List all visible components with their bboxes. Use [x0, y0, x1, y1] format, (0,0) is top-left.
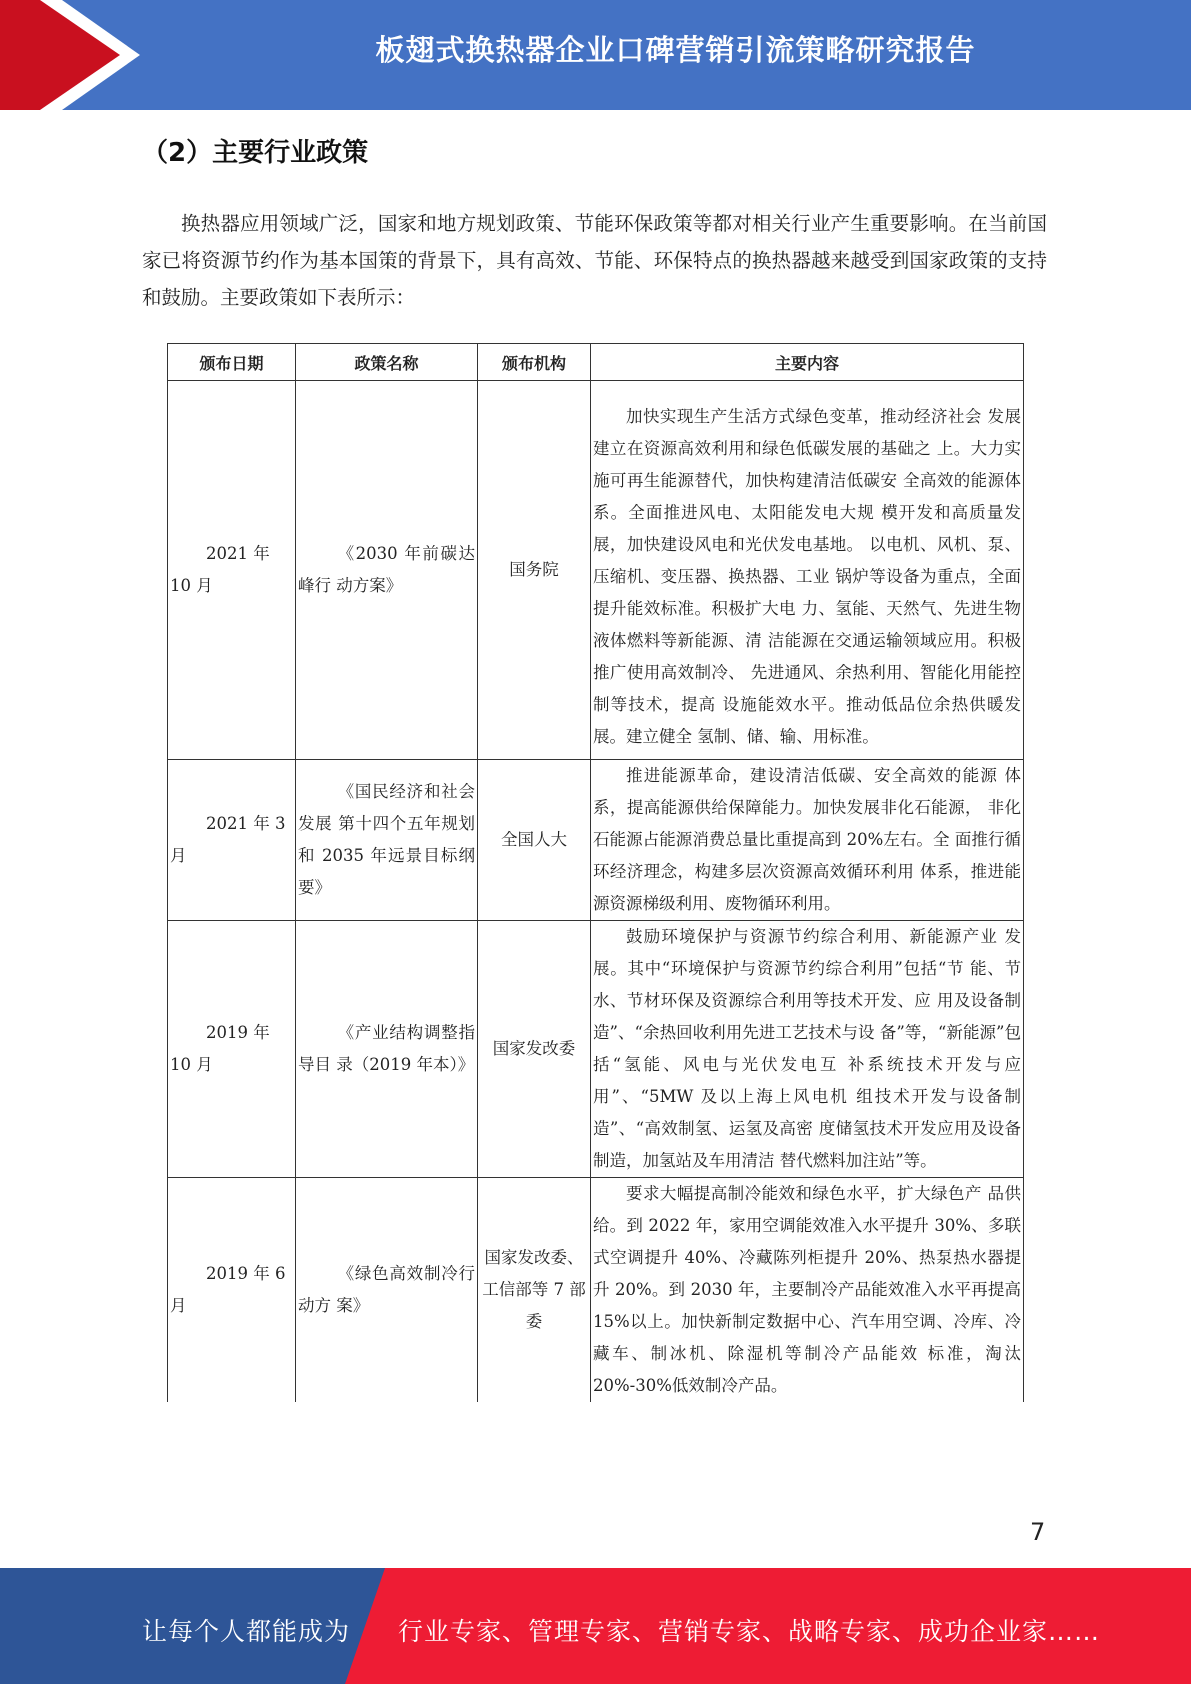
policy-date-text: 2021 年 10 月: [170, 544, 270, 595]
header-banner: [0, 0, 1191, 110]
policy-name: 《产业结构调整指导目 录（2019 年本）》: [296, 921, 478, 1178]
policy-date: [168, 1178, 296, 1403]
footer-slogan-right: 行业专家、管理专家、营销专家、战略专家、成功企业家……: [398, 1617, 1101, 1646]
table-row: [168, 760, 1024, 921]
policy-name: 《2030 年前碳达峰行 动方案》: [296, 381, 478, 760]
table-row: [168, 1178, 1024, 1403]
policy-issuer: 国家发改委、 工信部等 7 部 委: [478, 1178, 591, 1403]
header-chevron-icon: [0, 0, 160, 110]
report-title: 板翅式换热器企业口碑营销引流策略研究报告: [375, 33, 976, 67]
policy-content: 鼓励环境保护与资源节约综合利用、新能源产业 发展。其中“环境保护与资源节约综合利用”包括“节 能、节水、节材环保及资源综合利用等技术开发、应 用及设备制造”、“余热回收利用先进工艺技术与设 备”等，“新能源”包括“氢能、风电与光伏发电互 补系统技术开发与应用”、“5MW 及以上海上风电机 组技术开发与设备制造”、“高效制氢、运氢及高密 度储氢技术开发应用及设备制造，加氢站及车用清洁 替代燃料加注站”等。: [591, 921, 1024, 1178]
policy-date: [168, 921, 296, 1178]
section-heading: （2）主要行业政策: [142, 138, 369, 168]
header-date: 颁布日期: [168, 344, 296, 381]
footer-banner: [0, 1568, 1191, 1684]
policy-issuer: 国家发改委: [478, 921, 591, 1178]
table-row: [168, 381, 1024, 760]
header-issuer: 颁布机构: [478, 344, 591, 381]
policy-date: [168, 760, 296, 921]
policy-content: 加快实现生产生活方式绿色变革，推动经济社会 发展建立在资源高效利用和绿色低碳发展的基础之 上。大力实施可再生能源替代，加快构建清洁低碳安 全高效的能源体系。全面推进风电、太阳能发电大规 模开发和高质量发展，加快建设风电和光伏发电基地。 以电机、风机、泵、压缩机、变压器、换热器、工业 锅炉等设备为重点，全面提升能效标准。积极扩大电 力、氢能、天然气、先进生物液体燃料等新能源、清 洁能源在交通运输领域应用。积极推广使用高效制冷、 先进通风、余热利用、智能化用能控制等技术，提高 设施能效水平。推动低品位余热供暖发展。建立健全 氢制、储、输、用标准。: [591, 381, 1024, 760]
policy-date-text: 2019 年 6 月: [170, 1264, 286, 1315]
policy-table: [167, 343, 1024, 1402]
footer-slogan-left: 让每个人都能成为: [142, 1617, 351, 1646]
policy-issuer: 全国人大: [478, 760, 591, 921]
policy-date-text: 2021 年 3 月: [170, 814, 286, 865]
page-number: 7: [1030, 1518, 1046, 1546]
table-header-row: [168, 344, 1024, 381]
policy-date-text: 2019 年 10 月: [170, 1023, 270, 1074]
policy-content: 推进能源革命，建设清洁低碳、安全高效的能源 体系，提高能源供给保障能力。加快发展非化石能源， 非化石能源占能源消费总量比重提高到 20%左右。全 面推行循环经济理念，构建多层次资源高效循环利用 体系，推进能源资源梯级利用、废物循环利用。: [591, 760, 1024, 921]
intro-paragraph: 换热器应用领域广泛，国家和地方规划政策、节能环保政策等都对相关行业产生重要影响。在当前国家已将资源节约作为基本国策的背景下，具有高效、节能、环保特点的换热器越来越受到国家政策的支持和鼓励。主要政策如下表所示：: [142, 212, 1047, 309]
policy-name: 《国民经济和社会发展 第十四个五年规划和 2035 年远景目标纲要》: [296, 760, 478, 921]
policy-name: 《绿色高效制冷行动方 案》: [296, 1178, 478, 1403]
header-policy-name: 政策名称: [296, 344, 478, 381]
table-row: [168, 921, 1024, 1178]
policy-date: [168, 381, 296, 760]
policy-content: 要求大幅提高制冷能效和绿色水平，扩大绿色产 品供给。到 2022 年，家用空调能效准入水平提升 30%、多联式空调提升 40%、冷藏陈列柜提升 20%、热泵热水器提升 20%。到 2030 年，主要制冷产品能效准入水平再提高 15%以上。加快新制定数据中心、汽车用空调、冷库、冷藏车、制冰机、除湿机等制冷产品能效 标准，淘汰 20%-30%低效制冷产品。: [591, 1178, 1024, 1403]
policy-issuer: 国务院: [478, 381, 591, 760]
header-content: 主要内容: [591, 344, 1024, 381]
